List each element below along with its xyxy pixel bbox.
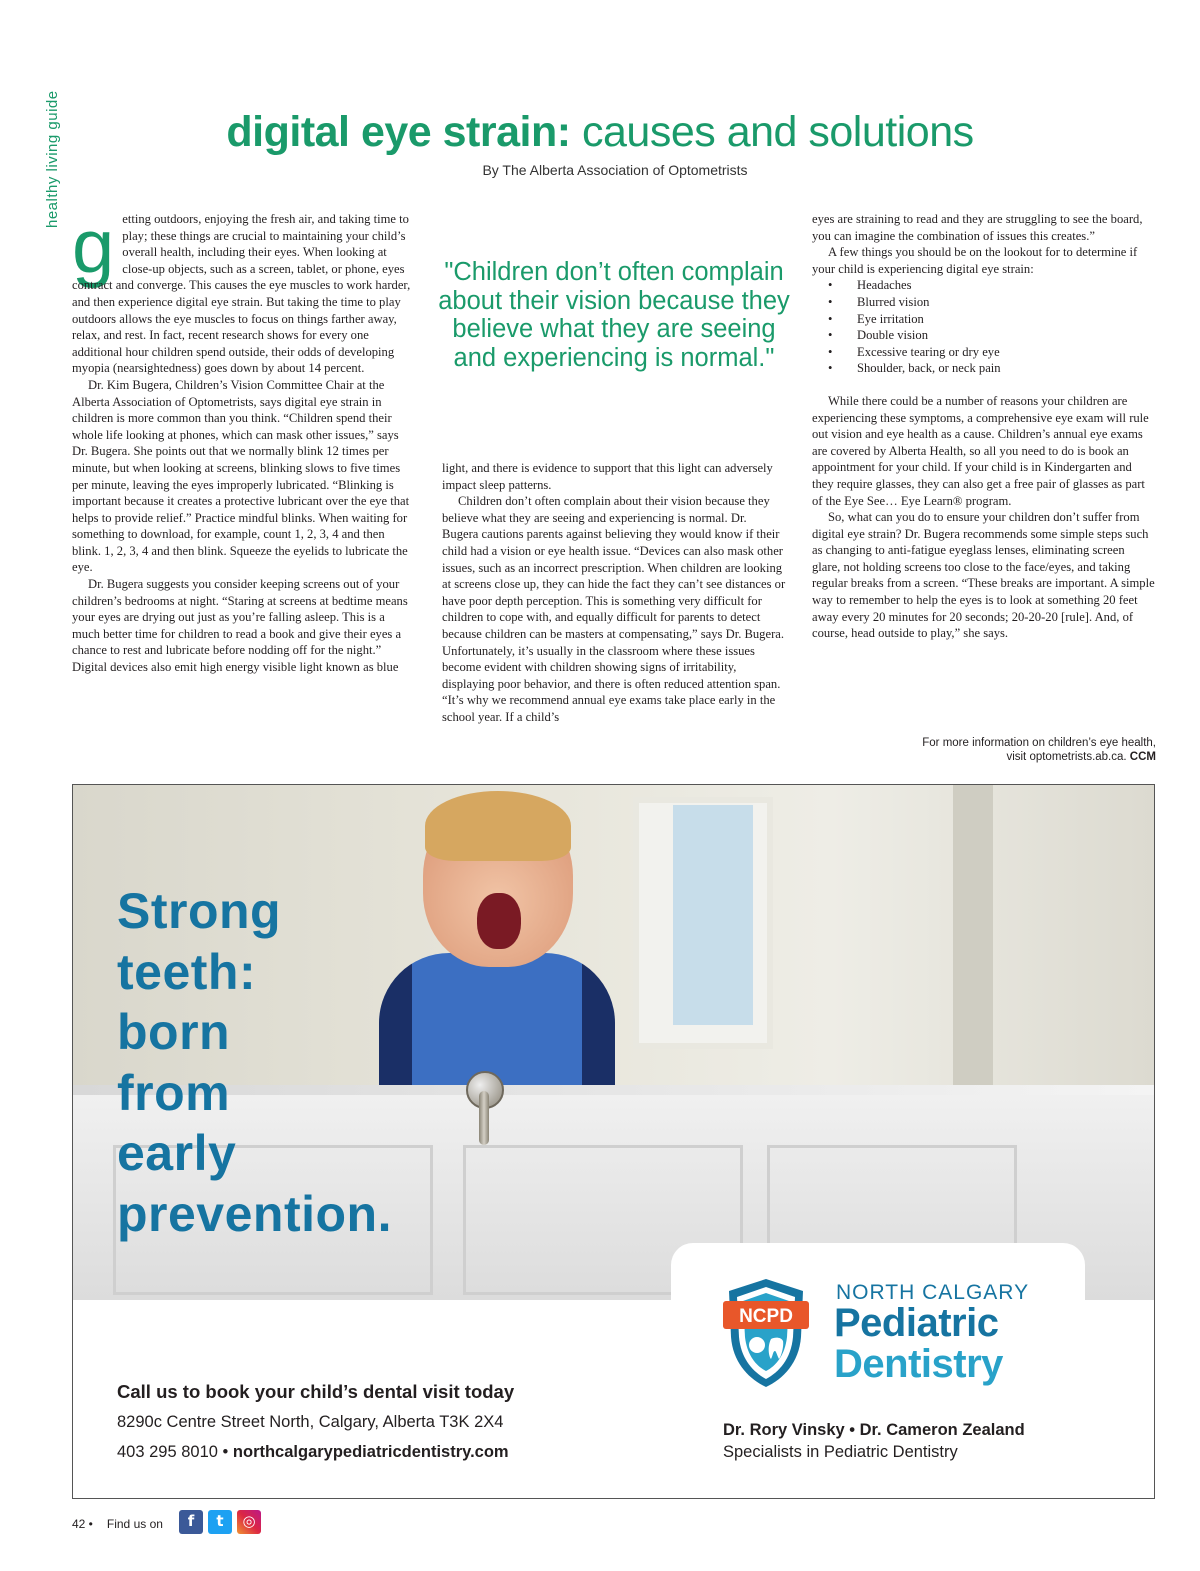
column-1	[72, 204, 412, 676]
paragraph: etting outdoors, enjoying the fresh air, and taking time to play; these things are crucial to maintaining your child’s overall health, including their eyes. When looking at close-up objects, such as a screen, tablet, or phone, eyes contract and converge. This causes the eye muscles to work harder, and then experience digital eye strain. But taking the time to play outdoors allows the eye muscles to focus on things farther away, relax, and rest. In fact, recent research shows for every one additional hour children spend outside, their odds of developing myopia (nearsightedness) goes down by about 14 percent.	[72, 212, 411, 376]
page-number: 42 •	[72, 1517, 93, 1531]
separator: •	[222, 1443, 229, 1461]
door-handle	[479, 1091, 489, 1145]
headline-line: teeth:	[117, 943, 257, 1000]
pull-quote: "Children don’t often complain about their vision because they believe what they are seeing and experiencing is normal."	[438, 258, 790, 372]
paragraph: So, what can you do to ensure your children don’t suffer from digital eye strain? Dr. Bugera recommends some simple steps such as changing to anti-fatigue eyeglass lenses, eliminating screen glare, not holding screens too close to the face/eyes, and taking regular breaks from a screen. “These breaks are important. A simple way to remember to help the eyes is to look at something 20 feet away every 20 minutes for 20 seconds; 20-20-20 [rule]. And, of course, head outside to play,” she says.	[812, 510, 1155, 641]
logo-badge-text: NCPD	[739, 1306, 793, 1327]
facebook-icon[interactable]: f	[179, 1510, 203, 1534]
contact-line	[117, 1443, 509, 1462]
page-footer	[72, 1517, 163, 1531]
call-to-action: Call us to book your child’s dental visit today	[117, 1381, 515, 1402]
find-us-label: Find us on	[106, 1517, 163, 1531]
list-item: • Double vision	[812, 327, 1156, 344]
article-title	[0, 108, 1200, 157]
paragraph: Children don’t often complain about their vision because they believe what they are seeing and experiencing is normal. Dr. Bugera cautions parents against believing they would know if their child had a vision or eye health issue. “Devices can also mask other issues, such as an incorrect prescription. When children are looking at screens close up, they can hide the fact they can’t see distances or have poor depth perception. This is something very difficult for children to cope with, and equally difficult for parents to detect because children can be masters at compensating,” says Dr. Bugera. Unfortunately, it’s usually in the classroom where these issues become evident with children showing signs of irritability, displaying poor behavior, and there is often reduced attention span. “It’s why we recommend annual eye exams take place early in the school year. If a child’s	[442, 494, 786, 724]
brand-name	[834, 1303, 1003, 1385]
byline: By The Alberta Association of Optometrists	[482, 162, 748, 178]
doctors: Dr. Rory Vinsky • Dr. Cameron Zealand	[723, 1421, 1025, 1439]
drop-cap: g	[72, 204, 115, 289]
child-shirt	[379, 953, 615, 1095]
credit-line-1: For more information on children’s eye health,	[922, 737, 1156, 749]
ncpd-shield-logo	[723, 1275, 809, 1391]
brand-line-1: Pediatric	[834, 1301, 999, 1345]
specialty: Specialists in Pediatric Dentistry	[723, 1443, 958, 1461]
website-link[interactable]: northcalgarypediatricdentistry.com	[232, 1443, 509, 1461]
child-mouth	[477, 893, 521, 949]
paragraph: While there could be a number of reasons your children are experiencing these symptoms, a comprehensive eye exam will rule out vision and eye health as a cause. Children’s annual eye exams are covered by Alberta Health, so all you need to do is book an appointment for your child. If your child is in Kindergarten and they require glasses, they can also get a free pair of glasses as part of the Eye See… Eye Learn® program.	[812, 393, 1149, 508]
dental-ad	[72, 784, 1155, 1499]
headline-line: prevention.	[117, 1185, 392, 1242]
background-window	[673, 805, 753, 1025]
phone-number: 403 295 8010	[117, 1443, 218, 1461]
paragraph: Dr. Kim Bugera, Children’s Vision Committee Chair at the Alberta Association of Optometrists, says digital eye strain in children is more common than you think. “Children spend their whole life looking at phones, which can mask other issues,” says Dr. Bugera. She points out that we normally blink 12 times per minute, but when looking at screens, blinking slows to five times per minute, leaving the eyes improperly lubricated. “Blinking is important because it creates a protective lubricant over the eye that helps to provide relief.” Practice mindful blinks. When waiting for something to download, for example, count 1, 2, 3, 4 and then blink. 1, 2, 3, 4 and then blink. Squeeze the eyelids to lubricate the eye.	[72, 377, 410, 575]
list-item: • Excessive tearing or dry eye	[812, 344, 1156, 361]
list-item: • Headaches	[812, 277, 1156, 294]
paragraph: Dr. Bugera suggests you consider keeping screens out of your children’s bedrooms at night. “Staring at screens at bedtime means your eyes are drying out just as you’re falling asleep. This is a much better time for children to read a book and give their eyes a chance to rest and lubricate before nodding off for the night.” Digital devices also emit high energy visible light known as blue	[72, 577, 408, 675]
section-label: healthy living guide	[44, 90, 61, 228]
brand-line-2: Dentistry	[834, 1342, 1003, 1386]
instagram-icon[interactable]: ◎	[237, 1510, 261, 1534]
headline-line: from	[117, 1064, 231, 1121]
brand-small: NORTH CALGARY	[836, 1281, 1030, 1304]
list-item: • Blurred vision	[812, 294, 1156, 311]
title-light: causes and solutions	[582, 108, 974, 156]
column-3	[812, 211, 1156, 642]
paragraph: A few things you should be on the lookout for to determine if your child is experiencing digital eye strain:	[812, 245, 1138, 276]
child-hair	[425, 791, 571, 861]
credit-tag: CCM	[1129, 751, 1156, 763]
address: 8290c Centre Street North, Calgary, Alberta T3K 2X4	[117, 1413, 504, 1431]
list-item: • Shoulder, back, or neck pain	[812, 360, 1156, 377]
list-item: • Eye irritation	[812, 311, 1156, 328]
paragraph: light, and there is evidence to support that this light can adversely impact sleep patterns.	[442, 461, 773, 492]
title-bold: digital eye strain:	[226, 108, 571, 156]
headline-line: born	[117, 1004, 231, 1060]
column-2	[442, 460, 786, 726]
headline-line: early	[117, 1125, 237, 1181]
twitter-icon[interactable]: t	[208, 1510, 232, 1534]
ad-headline	[117, 881, 392, 1244]
article-credit	[922, 736, 1156, 764]
credit-line-2: visit optometrists.ab.ca.	[1006, 751, 1127, 763]
headline-line: Strong	[117, 883, 282, 939]
paragraph: eyes are straining to read and they are struggling to see the board, you can imagine the combination of issues this creates.”	[812, 212, 1143, 243]
symptom-list	[812, 277, 1156, 377]
